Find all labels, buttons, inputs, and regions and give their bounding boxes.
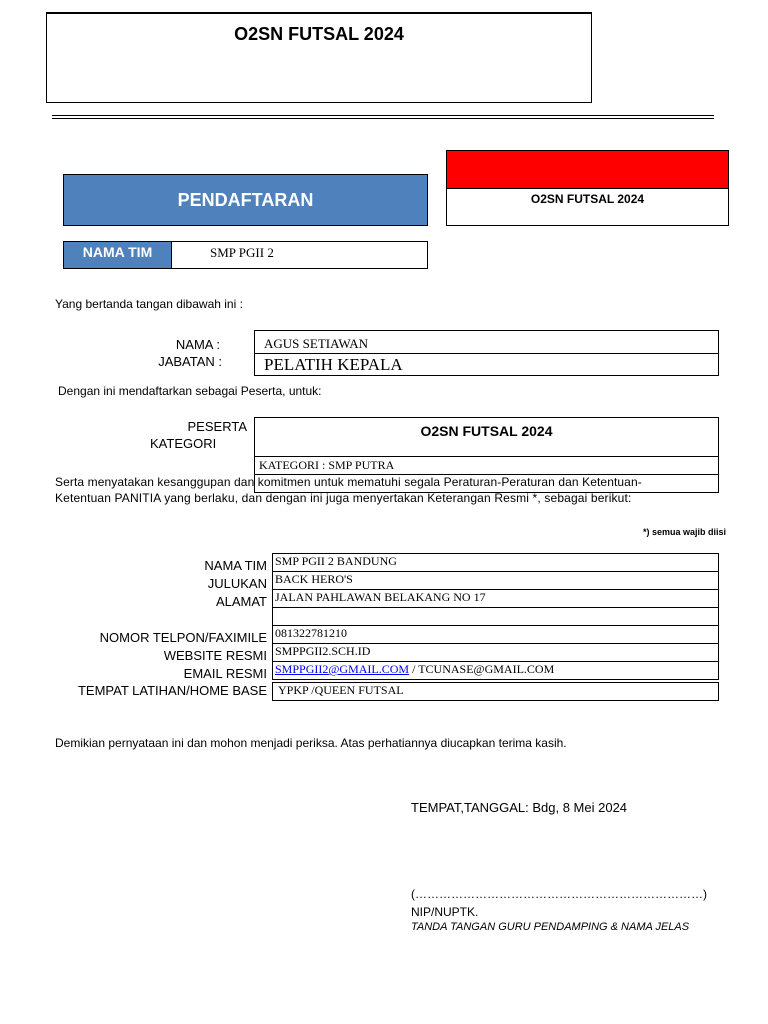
nama-value: AGUS SETIAWAN — [264, 336, 369, 351]
jabatan-value: PELATIH KEPALA — [264, 355, 403, 374]
email-secondary: TCUNASE@GMAIL.COM — [418, 662, 555, 676]
detail-email-value — [275, 662, 554, 677]
team-name-label: NAMA TIM — [63, 241, 172, 269]
email-link[interactable]: SMPPGII2@GMAIL.COM — [275, 662, 410, 676]
signature-caption: TANDA TANGAN GURU PENDAMPING & NAMA JELAS — [411, 921, 690, 933]
kategori-label: KATEGORI — [150, 436, 217, 451]
detail-telpon-value: 081322781210 — [275, 626, 347, 640]
detail-telpon-field[interactable] — [272, 625, 719, 644]
flag-caption: O2SN FUTSAL 2024 — [530, 192, 645, 206]
statement-line-2: Ketentuan PANITIA yang berlaku, dan dengan ini juga menyertakan Keterangan Resmi *, sebagai berikut: — [55, 491, 632, 505]
nama-field[interactable] — [254, 330, 719, 354]
kategori-value: KATEGORI : SMP PUTRA — [259, 458, 395, 472]
jabatan-field[interactable] — [254, 353, 719, 376]
nama-label: NAMA : — [175, 337, 220, 352]
detail-alamat-value: JALAN PAHLAWAN BELAKANG NO 17 — [275, 590, 486, 604]
detail-homebase-value: YPKP /QUEEN FUTSAL — [278, 683, 404, 697]
divider-line-bottom — [52, 118, 714, 119]
pendaftaran-banner: PENDAFTARAN — [63, 174, 428, 226]
detail-nama-tim-value: SMP PGII 2 BANDUNG — [275, 554, 397, 568]
detail-email-label: EMAIL RESMI — [183, 666, 267, 681]
closing-text: Demikian pernyataan ini dan mohon menjadi periksa. Atas perhatiannya diucapkan terima kasih. — [55, 736, 567, 750]
peserta-label: PESERTA — [187, 419, 247, 434]
event-field[interactable] — [254, 417, 719, 457]
event-value: O2SN FUTSAL 2024 — [420, 423, 553, 439]
nip-label: NIP/NUPTK. — [411, 905, 479, 919]
register-text: Dengan ini mendaftarkan sebagai Peserta, untuk: — [58, 384, 322, 398]
detail-julukan-field[interactable] — [272, 571, 719, 590]
detail-alamat-field-2[interactable] — [272, 607, 719, 626]
detail-website-label: WEBSITE RESMI — [163, 648, 267, 663]
kategori-field[interactable] — [254, 456, 719, 475]
detail-homebase-field[interactable] — [272, 682, 719, 701]
flag-red-band — [446, 150, 729, 188]
detail-alamat-field[interactable] — [272, 589, 719, 608]
detail-website-field[interactable] — [272, 643, 719, 662]
intro-text: Yang bertanda tangan dibawah ini : — [55, 297, 243, 311]
statement-line-1: Serta menyatakan kesanggupan dan komitmen untuk mematuhi segala Peraturan-Peraturan dan Ketentuan- — [55, 475, 642, 489]
detail-website-value: SMPPGII2.SCH.ID — [275, 644, 371, 658]
detail-telpon-label: NOMOR TELPON/FAXIMILE — [99, 630, 267, 645]
detail-alamat-label: ALAMAT — [215, 594, 267, 609]
flag-white-band — [446, 188, 729, 226]
title-box — [46, 12, 592, 103]
detail-homebase-label: TEMPAT LATIHAN/HOME BASE — [77, 683, 267, 698]
detail-nama-tim-label: NAMA TIM — [204, 558, 267, 573]
detail-julukan-value: BACK HERO'S — [275, 572, 353, 586]
place-date: TEMPAT,TANGGAL: Bdg, 8 Mei 2024 — [411, 800, 628, 815]
email-separator: / — [409, 662, 419, 676]
jabatan-label: JABATAN : — [158, 354, 222, 369]
detail-nama-tim-field[interactable] — [272, 553, 719, 572]
team-name-field[interactable]: SMP PGII 2 — [171, 241, 428, 269]
detail-julukan-label: JULUKAN — [207, 576, 267, 591]
document-title: O2SN FUTSAL 2024 — [234, 24, 404, 44]
divider-line-top — [52, 115, 714, 116]
required-note: *) semua wajib diisi — [642, 527, 726, 537]
signature-dots: (………………………………………………………………) — [411, 887, 707, 901]
detail-email-field[interactable] — [272, 661, 719, 680]
